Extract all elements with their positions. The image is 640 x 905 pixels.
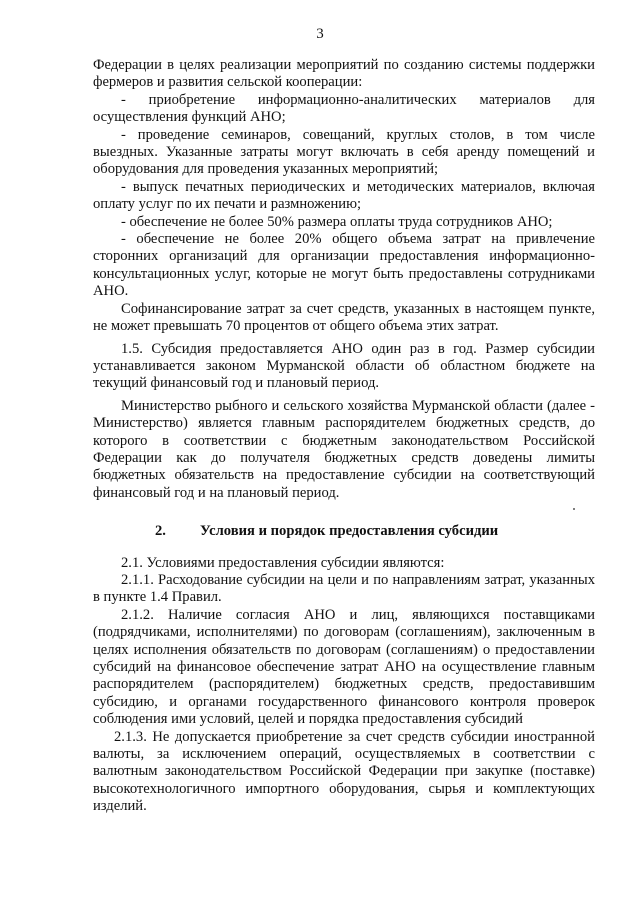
paragraph-federation-continuation: Федерации в целях реализации мероприятий по созданию системы поддержки фермеров и развития сельской кооперации:: [93, 57, 595, 91]
list-item-analytical-materials: - приобретение информационно-аналитических материалов для осуществления функций АНО;: [93, 91, 595, 126]
paragraph-2-1: 2.1. Условиями предоставления субсидии являются:: [121, 554, 445, 571]
section-title: Условия и порядок предоставления субсидии: [200, 523, 499, 540]
list-item-seminars: - проведение семинаров, совещаний, круглых столов, в том числе выездных. Указанные затраты могут включать в себя аренду помещений и оборудования для проведения указанных мероприятий;: [93, 126, 595, 178]
paragraph-ministry: Министерство рыбного и сельского хозяйства Мурманской области (далее - Министерство) является главным распорядителем бюджетных средств, до которого в соответствии с бюджетным законодательством Российской Федерации как до получателя бюджетных средств доведены лимиты бюджетных обязательств на предоставление субсидии на соответствующий финансовый год и на плановый период.: [93, 397, 595, 501]
page-number: 3: [316, 26, 324, 42]
section-number: 2.: [155, 523, 166, 540]
list-item-salary: - обеспечение не более 50% размера оплаты труда сотрудников АНО;: [121, 213, 553, 230]
paragraph-2-1-1: 2.1.1. Расходование субсидии на цели и по направлениям затрат, указанных в пункте 1.4 Правил.: [93, 571, 595, 606]
list-item-third-party: - обеспечение не более 20% общего объема затрат на привлечение сторонних организаций для организации предоставления информационно-консультационных услуг, которые не могут быть предоставлены сотрудниками АНО.: [93, 231, 595, 300]
paragraph-cofinancing: Софинансирование затрат за счет средств, указанных в настоящем пункте, не может превышать 70 процентов от общего объема этих затрат.: [93, 300, 595, 335]
paragraph-2-1-3: 2.1.3. Не допускается приобретение за счет средств субсидии иностранной валюты, за исключением операций, осуществляемых в соответствии с валютным законодательством Российской Федерации при закупке (поставке) высокотехнологичного импортного оборудования, сырья и комплектующих изделий.: [93, 728, 595, 815]
paragraph-1-5: 1.5. Субсидия предоставляется АНО один раз в год. Размер субсидии устанавливается законом Мурманской области об областном бюджете на текущий финансовый год и плановый период.: [93, 340, 595, 392]
section-heading: [93, 523, 595, 540]
scan-speck: [573, 508, 575, 510]
list-item-printed-materials: - выпуск печатных периодических и методических материалов, включая оплату услуг по их печати и размножению;: [93, 178, 595, 213]
paragraph-2-1-2: 2.1.2. Наличие согласия АНО и лиц, являющихся поставщиками (подрядчиками, исполнителями) по договорам (соглашениям), заключенным в целях исполнения обязательств по договорам (соглашениям) о предоставлении субсидий на финансовое обеспечение затрат АНО на осуществление главным распорядителем (распорядителем) бюджетных средств, предоставившим субсидию, и органами государственного финансового контроля проверок соблюдения ими условий, целей и порядка предоставления субсидий: [93, 606, 595, 728]
document-body: [93, 57, 595, 816]
